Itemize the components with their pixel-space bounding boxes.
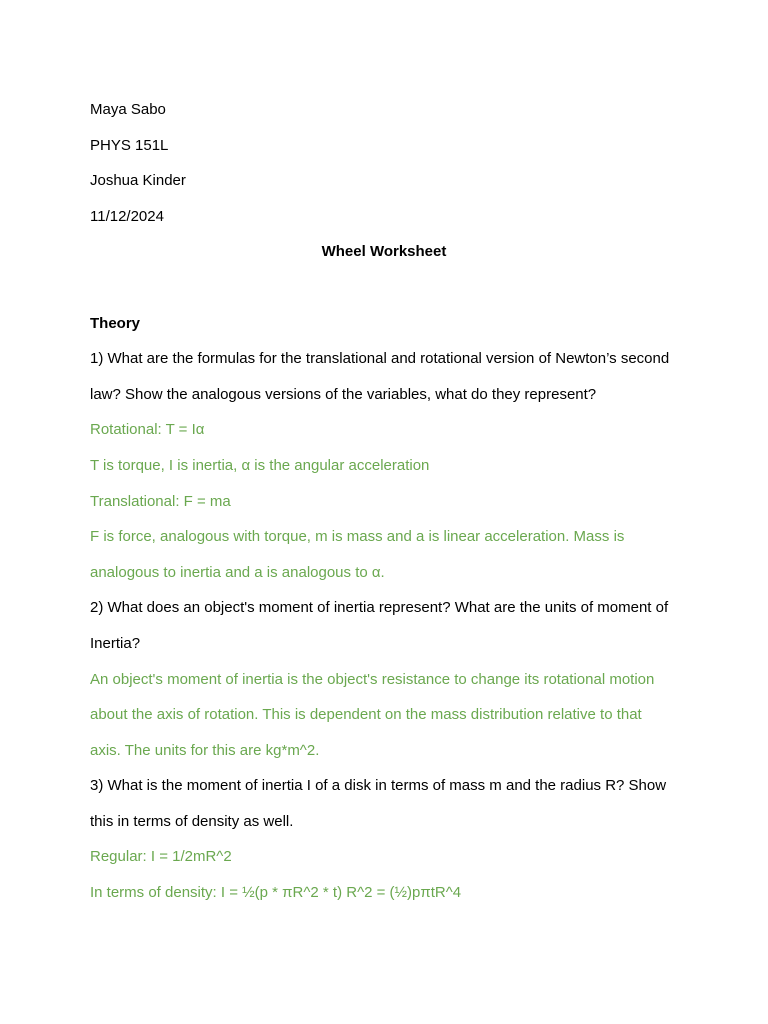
answer-3-line-1: Regular: I = 1/2mR^2 [90,848,232,866]
answer-1-line-1: Rotational: T = Iα [90,421,205,439]
question-3-line-2: this in terms of density as well. [90,812,294,830]
answer-1-line-3: Translational: F = ma [90,492,231,510]
answer-2-line-1: An object's moment of inertia is the object's resistance to change its rotational motion [90,670,655,688]
answer-3-line-2: In terms of density: I = ½(p * πR^2 * t) R^2 = (½)pπtR^4 [90,884,462,902]
course-code: PHYS 151L [90,136,169,154]
document-title: Wheel Worksheet [321,243,447,261]
answer-1-line-4: F is force, analogous with torque, m is mass and a is linear acceleration. Mass is [90,528,625,546]
answer-1-line-2: T is torque, I is inertia, α is the angular acceleration [90,456,430,474]
section-heading-theory: Theory [90,314,141,332]
student-name: Maya Sabo [90,101,166,118]
answer-1-line-5: analogous to inertia and a is analogous to α. [90,563,385,581]
document-date: 11/12/2024 [90,207,164,225]
question-1-line-2: law? Show the analogous versions of the variables, what do they represent? [90,385,597,403]
blank-line [90,270,690,306]
question-2-line-2: Inertia? [90,634,141,652]
question-1-line-1: 1) What are the formulas for the translational and rotational version of Newton’s second [90,350,670,368]
answer-2-line-3: axis. The units for this are kg*m^2. [90,741,320,759]
instructor-name: Joshua Kinder [90,172,186,190]
document-body [90,92,690,911]
question-2-line-1: 2) What does an object's moment of inertia represent? What are the units of moment of [90,599,669,617]
question-3-line-1: 3) What is the moment of inertia I of a disk in terms of mass m and the radius R? Show [90,777,667,795]
answer-2-line-2: about the axis of rotation. This is dependent on the mass distribution relative to that [90,706,642,724]
